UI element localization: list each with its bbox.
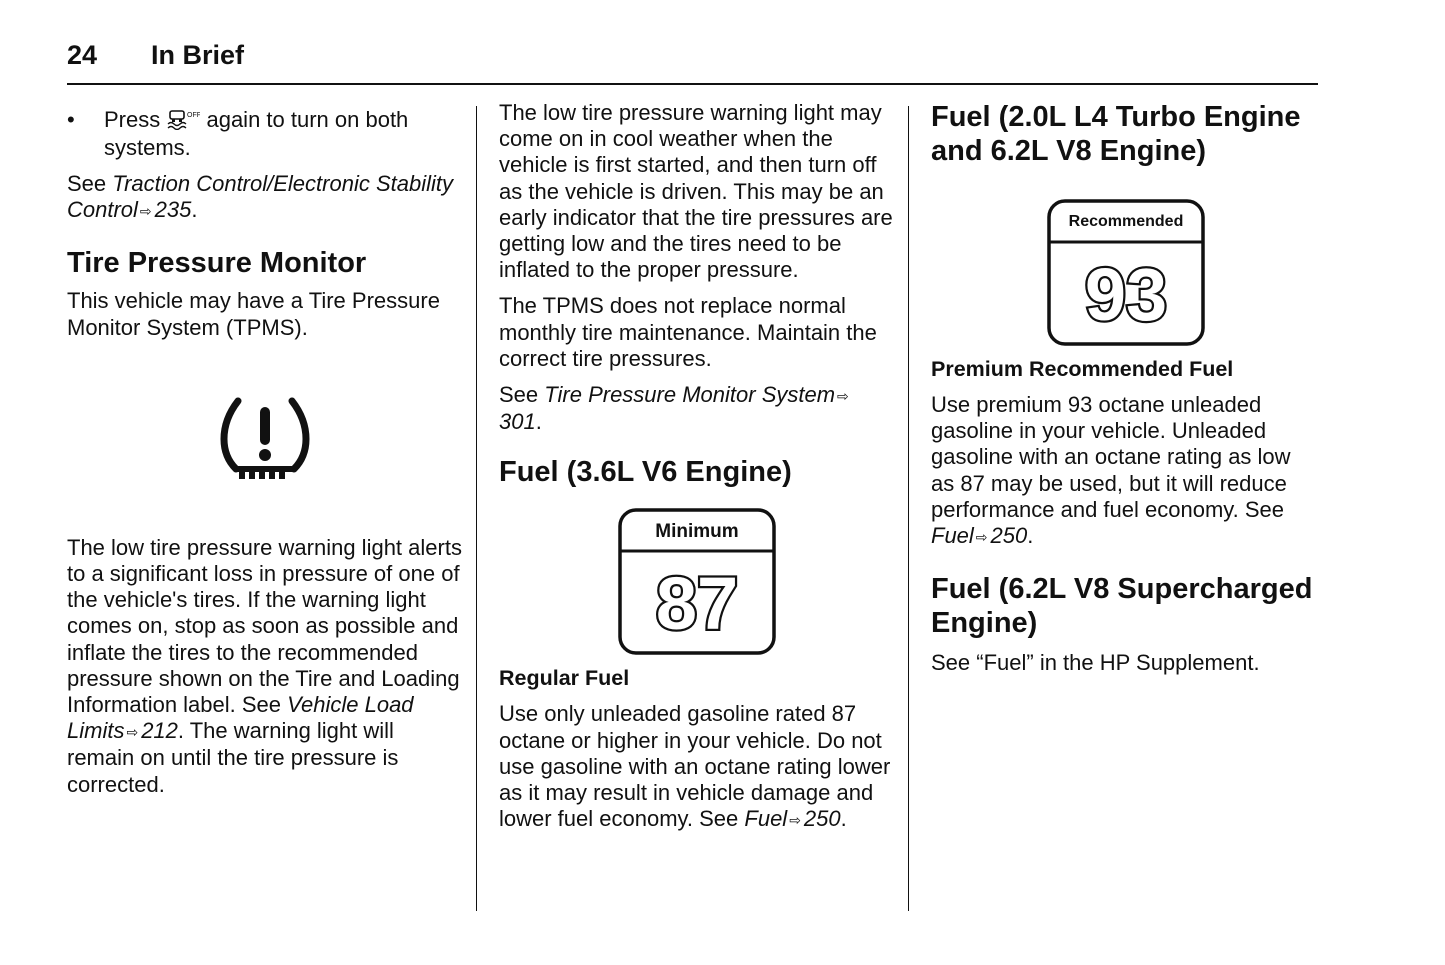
octane-label-number: 87 xyxy=(655,562,738,646)
octane-label-top-text: Minimum xyxy=(654,521,739,543)
page-number: 24 xyxy=(67,40,98,70)
svg-text:OFF: OFF xyxy=(187,112,201,119)
xref-arrow-icon: ⇨ xyxy=(837,388,849,405)
supercharged-body: See “Fuel” in the HP Supplement. xyxy=(931,650,1260,676)
bullet-dot: • xyxy=(67,107,75,132)
xref-arrow-icon: ⇨ xyxy=(975,529,988,546)
page-header xyxy=(67,38,1318,85)
bullet-item: • Press OFF again to turn on both systems. xyxy=(67,107,409,160)
page-ref: 212 xyxy=(141,718,178,744)
octane-label-87 xyxy=(499,507,894,657)
maintenance-paragraph: The TPMS does not replace normal monthly tire maintenance. Maintain the correct tire pressures. xyxy=(499,293,877,371)
regular-fuel-body: Use only unleaded gasoline rated 87 octane or higher in your vehicle. Do not use gasoline with an octane rating lower as it may result in vehicle damage and lower fuel economy. See Fuel ⇨ 250. xyxy=(499,701,894,833)
premium-fuel-subheading: Premium Recommended Fuel xyxy=(931,357,1234,381)
traction-control-link[interactable]: Traction Control/Electronic Stability Control xyxy=(67,171,453,223)
page-ref: 250 xyxy=(803,806,841,832)
xref-arrow-icon: ⇨ xyxy=(126,724,139,741)
fuel-link[interactable]: Fuel xyxy=(931,523,974,549)
premium-fuel-body: Use premium 93 octane unleaded gasoline in your vehicle. Unleaded gasoline with an octane rating as low as 87 may be used, but it will reduce performance and fuel economy. See Fuel ⇨ 250. xyxy=(931,392,1316,550)
fuel-v6-heading: Fuel (3.6L V6 Engine) xyxy=(499,456,792,489)
tire-pressure-warning-icon xyxy=(67,397,462,483)
page-ref: 235 xyxy=(154,197,192,223)
tpms-body: The low tire pressure warning light alerts to a significant loss in pressure of one of the vehicle's tires. If the warning light comes on, stop as soon as possible and inflate the tires to the recommended pressure shown on the Tire and Loading Information label. See Vehicle Load Limits ⇨ 212. The warning light will remain on until the tire pressure is corrected. xyxy=(67,534,462,797)
see-traction-control: See Traction Control/Electronic Stability Control ⇨ 235. xyxy=(67,171,462,224)
section-title: In Brief xyxy=(151,40,245,70)
column-divider-2 xyxy=(908,106,909,911)
see-tpms: See Tire Pressure Monitor System ⇨301. xyxy=(499,382,849,435)
octane-label-top-text: Recommended xyxy=(1068,213,1184,230)
fuel-link[interactable]: Fuel xyxy=(744,806,788,832)
vehicle-load-limits-link[interactable]: Vehicle Load Limits xyxy=(67,692,414,744)
octane-label-number: 93 xyxy=(1084,253,1168,336)
fuel-supercharged-heading: Fuel (6.2L V8 Supercharged Engine) xyxy=(931,573,1313,640)
traction-control-off-icon xyxy=(166,108,200,130)
fuel-turbo-heading: Fuel (2.0L L4 Turbo Engine and 6.2L V8 Engine) xyxy=(931,101,1301,167)
column-divider-1 xyxy=(476,106,477,911)
tpms-intro: This vehicle may have a Tire Pressure Monitor System (TPMS). xyxy=(67,288,440,340)
xref-arrow-icon: ⇨ xyxy=(139,203,152,220)
tpms-heading: Tire Pressure Monitor xyxy=(67,247,367,280)
column-middle xyxy=(499,100,894,833)
page-ref: 250 xyxy=(990,523,1028,549)
xref-arrow-icon: ⇨ xyxy=(789,812,801,829)
column-right xyxy=(931,100,1316,676)
cool-weather-paragraph: The low tire pressure warning light may come on in cool weather when the vehicle is first started, and then turn off as the vehicle is driven. This may be an early indicator that the tire pressures are getting low and the tires need to be inflated to the proper pressure. xyxy=(499,100,893,283)
regular-fuel-subheading: Regular Fuel xyxy=(499,666,630,691)
column-left xyxy=(67,100,462,798)
octane-label-93 xyxy=(931,198,1316,348)
tpms-link[interactable]: Tire Pressure Monitor System xyxy=(544,382,836,408)
page-ref: 301 xyxy=(499,409,536,435)
